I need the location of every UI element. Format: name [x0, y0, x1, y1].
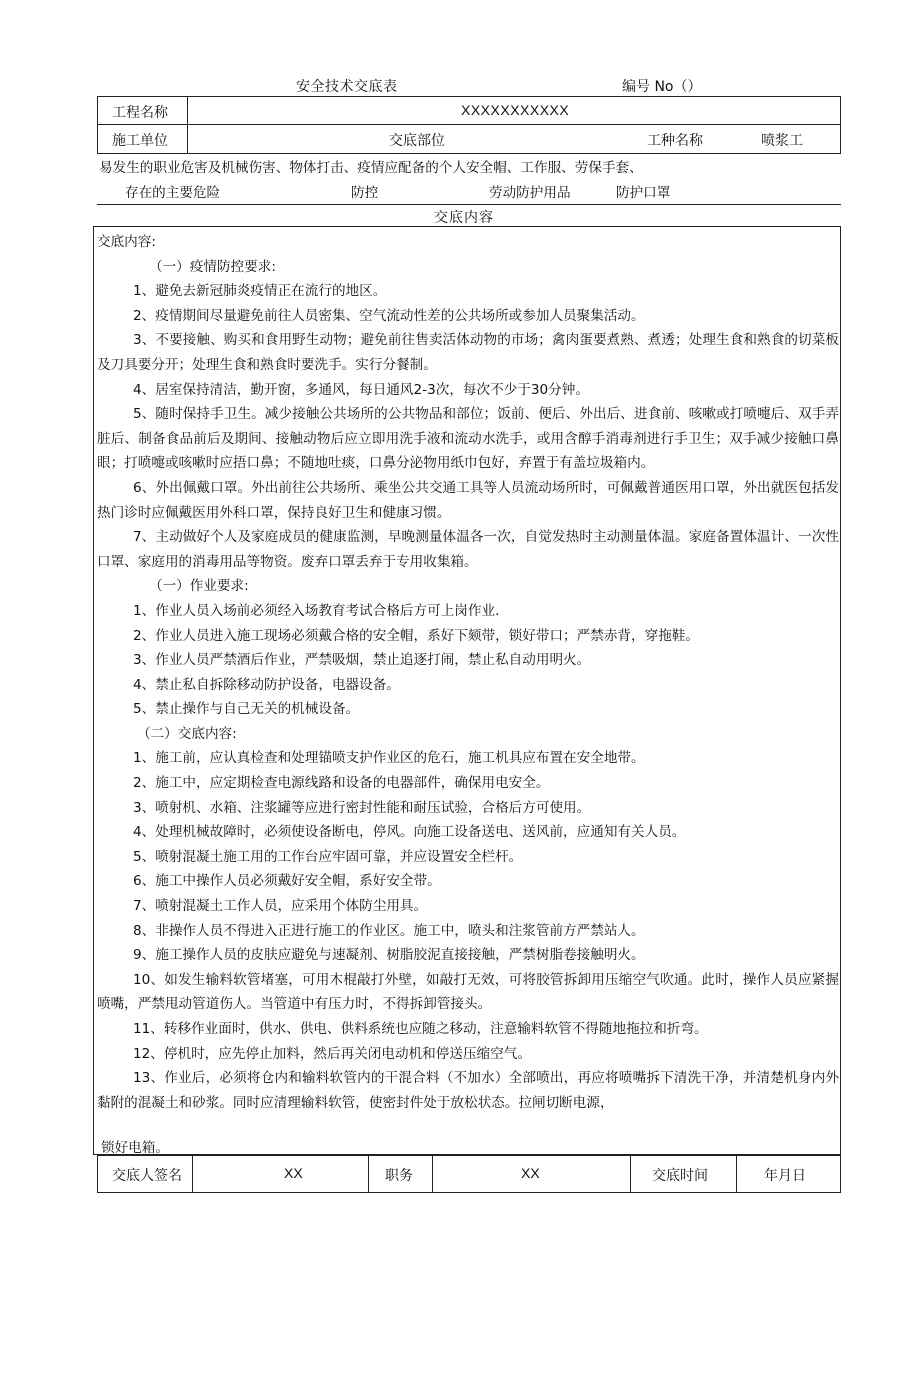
list-item: 1、作业人员入场前必须经入场教育考试合格后方可上岗作业.	[133, 602, 500, 619]
list-item: 6、施工中操作人员必须戴好安全帽，系好安全带。	[133, 873, 441, 890]
serial-number: 编号 No（）	[622, 79, 702, 95]
list-item: 4、禁止私自拆除移动防护设备，电器设备。	[133, 676, 400, 693]
work-title: （一）作业要求:	[149, 578, 249, 595]
list-item: 7、喷射混凝土工作人员，应采用个体防尘用具。	[133, 898, 428, 915]
list-item: 3、不要接触、购买和食用野生动物；避免前往售卖活体动物的市场；禽肉蛋要煮熟、煮透；处理生食和熟食的切菜板及刀具要分开；处理生食和熟食时要洗手。实行分餐制。	[97, 332, 839, 373]
list-item: 2、作业人员进入施工现场必须戴合格的安全帽，系好下颏带，锁好带口；严禁赤背，穿拖鞋。	[133, 627, 699, 644]
position-value: XX	[521, 1165, 540, 1181]
hazard-bottom-rule	[97, 204, 841, 205]
section-title: 交底内容	[434, 210, 494, 226]
time-label: 交底时间	[652, 1168, 708, 1184]
list-item: 5、喷射混凝土施工用的工作台应牢固可靠，并应设置安全栏杆。	[133, 848, 523, 865]
signoff-divider	[192, 1155, 193, 1193]
epidemic-title: （一）疫情防控要求:	[149, 258, 276, 275]
info-col-divider	[187, 96, 188, 154]
work-list	[97, 599, 841, 722]
list-item: 4、居室保持清洁，勤开窗，多通风，每日通风2-3次，每次不少于30分钟。	[133, 381, 589, 398]
list-item: 1、避免去新冠肺炎疫情正在流行的地区。	[133, 283, 387, 300]
list-item: 11、转移作业面时，供水、供电、供料系统也应随之移动，注意输料软管不得随地拖拉和折弯。	[133, 1021, 708, 1037]
signoff-divider	[432, 1155, 433, 1193]
signoff-table	[97, 1155, 841, 1193]
content-heading: 交底内容:	[97, 234, 156, 250]
list-item: 12、停机时，应先停止加料，然后再关闭电动机和停送压缩空气。	[133, 1045, 531, 1062]
list-item: 5、随时保持手卫生。减少接触公共场所的公共物品和部位；饭前、便后、外出后、进食前、咳嗽或打喷嚏后、双手弄脏后、制备食品前后及期间、接触动物后应立即用洗手液和流动水洗手，或用含醇手消毒剂进行手卫生；双手减少接触口鼻眼；打喷嚏或咳嗽时应捂口鼻；不随地吐痰，口鼻分泌物用纸巾包好，弃置于有盖垃圾箱内。	[97, 406, 839, 472]
brief-list	[97, 746, 841, 1115]
project-label: 工程名称	[112, 105, 168, 121]
dept-label: 交底部位	[389, 133, 445, 149]
list-item: 13、作业后，必须将仓内和输料软管内的干混合料（不加水）全部喷出，再应将喷嘴拆下清洗干净，并清楚机身内外黏附的混凝土和砂浆。同时应清理输料软管，使密封件处于放松状态。拉闸切断电源，	[97, 1070, 839, 1111]
brief-title: （二）交底内容:	[137, 725, 237, 742]
list-item: 7、主动做好个人及家庭成员的健康监测，早晚测量体温各一次，自觉发热时主动测量体温。家庭备置体温计、一次性口罩、家庭用的消毒用品等物资。废弃口罩丢弃于专用收集箱。	[97, 529, 839, 570]
list-item: 4、处理机械故障时，必须使设备断电，停风。向施工设备送电、送风前，应通知有关人员。	[133, 824, 686, 841]
time-value: 年月日	[764, 1168, 806, 1184]
trade-value: 喷浆工	[761, 133, 803, 149]
list-item: 5、禁止操作与自己无关的机械设备。	[133, 701, 360, 718]
hazard-main: 存在的主要危险	[125, 185, 221, 201]
list-item: 1、施工前，应认真检查和处理锚喷支护作业区的危石，施工机具应布置在安全地带。	[133, 750, 645, 767]
epidemic-list	[97, 279, 841, 574]
unit-label: 施工单位	[112, 133, 168, 149]
list-item: 2、疫情期间尽量避免前往人员密集、空气流动性差的公共场所或参加人员聚集活动。	[133, 307, 645, 324]
signoff-divider	[630, 1155, 631, 1193]
hazard-ppe: 劳动防护用品	[489, 185, 571, 201]
list-item: 2、施工中，应定期检查电源线路和设备的电器部件，确保用电安全。	[133, 775, 550, 792]
signer-label: 交底人签名	[112, 1168, 182, 1184]
page-title: 安全技术交底表	[296, 79, 398, 95]
list-item: 3、作业人员严禁酒后作业，严禁吸烟，禁止追逐打闹，禁止私自动用明火。	[133, 652, 591, 669]
list-item: 8、非操作人员不得进入正进行施工的作业区。施工中，喷头和注浆管前方严禁站人。	[133, 922, 645, 939]
list-item: 3、喷射机、水箱、注浆罐等应进行密封性能和耐压试验，合格后方可使用。	[133, 799, 591, 816]
list-item: 10、如发生输料软管堵塞，可用木棍敲打外壁，如敲打无效，可将胶管拆卸用压缩空气吹通。此时，操作人员应紧握喷嘴，严禁甩动管道伤人。当管道中有压力时，不得拆卸管接头。	[97, 971, 839, 1013]
position-label: 职务	[385, 1168, 413, 1184]
hazard-control: 防控	[351, 185, 379, 201]
content-body	[97, 230, 841, 1396]
signer-value: XX	[284, 1165, 303, 1181]
trade-label: 工种名称	[647, 133, 703, 149]
signoff-divider	[736, 1155, 737, 1193]
info-divider	[97, 124, 841, 125]
hazard-mask: 防护口罩	[616, 185, 671, 201]
list-item: 6、外出佩戴口罩。外出前往公共场所、乘坐公共交通工具等人员流动场所时，可佩戴普通医用口罩，外出就医包括发热门诊时应佩戴医用外科口罩，保持良好卫生和健康习惯。	[97, 479, 839, 521]
hazard-line: 易发生的职业危害及机械伤害、物体打击、疫情应配备的个人安全帽、工作服、劳保手套、	[99, 160, 643, 176]
project-value: XXXXXXXXXXX	[461, 102, 570, 118]
content-tail: 锁好电箱。	[101, 1140, 169, 1156]
list-item: 9、施工操作人员的皮肤应避免与速凝剂、树脂胶泥直接接触，严禁树脂卷接触明火。	[133, 947, 645, 964]
signoff-divider	[368, 1155, 369, 1193]
